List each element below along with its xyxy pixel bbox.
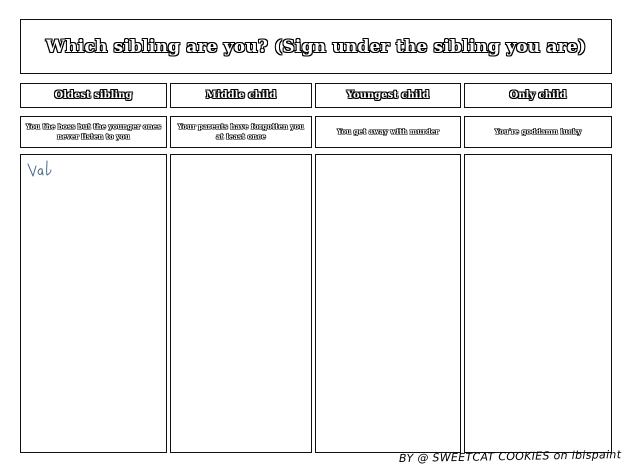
sign-area-only[interactable] bbox=[464, 154, 612, 453]
header-oldest-label: Oldest sibling bbox=[54, 90, 133, 101]
desc-oldest-text: You the boss but the younger ones never listen to you bbox=[25, 122, 162, 141]
desc-middle-text: Your parents have forgotten you at least once bbox=[177, 122, 305, 141]
sign-area-oldest[interactable] bbox=[20, 154, 167, 453]
desc-only-text: You're goddamn lucky bbox=[494, 127, 582, 136]
page-title: Which sibling are you? (Sign under the sibling you are) bbox=[45, 36, 587, 57]
desc-only bbox=[464, 116, 612, 148]
header-middle-label: Middle child bbox=[205, 90, 277, 101]
header-only-label: Only child bbox=[509, 90, 567, 101]
desc-youngest-text: You get away with murder bbox=[337, 127, 439, 136]
header-middle bbox=[170, 83, 312, 108]
header-youngest bbox=[315, 83, 461, 108]
signature-val bbox=[26, 158, 56, 182]
header-youngest-label: Youngest child bbox=[346, 90, 430, 101]
header-oldest bbox=[20, 83, 167, 108]
desc-middle bbox=[170, 116, 312, 148]
header-only bbox=[464, 83, 612, 108]
desc-youngest bbox=[315, 116, 461, 148]
title-box bbox=[20, 19, 612, 74]
credit-text: BY @ SWEETCAT COOKIES on ibispaint bbox=[398, 448, 622, 466]
sign-area-middle[interactable] bbox=[170, 154, 312, 453]
sign-area-youngest[interactable] bbox=[315, 154, 461, 453]
desc-oldest bbox=[20, 116, 167, 148]
